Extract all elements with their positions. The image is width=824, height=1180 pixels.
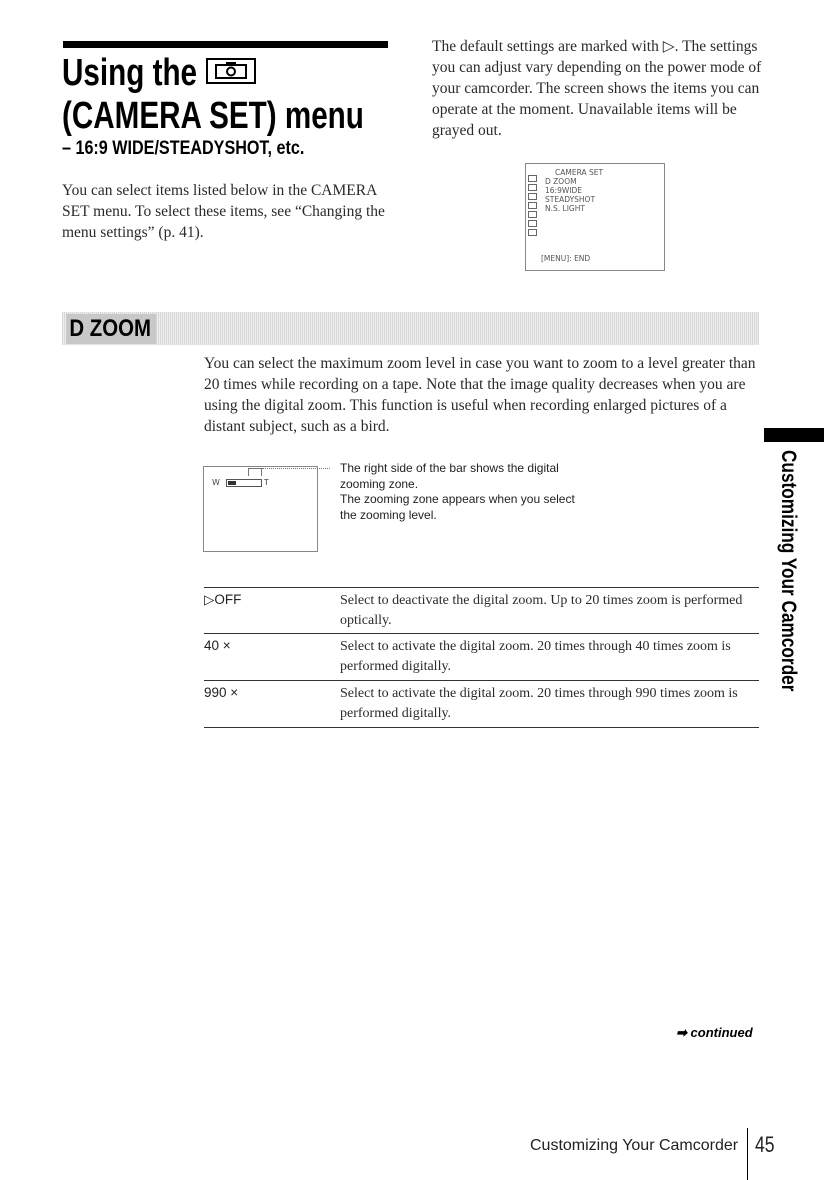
camera-set-icon: [528, 175, 537, 182]
screen-menu-icons: [528, 175, 540, 238]
option-label-40x: 40 ×: [204, 638, 231, 653]
screen-title: CAMERA SET: [555, 168, 604, 177]
timer-icon: [528, 229, 537, 236]
footer-divider: [747, 1128, 748, 1180]
intro-paragraph: You can select items listed below in the CAMERA SET menu. To select these items, see “Changing the menu settings” (p. 41).: [62, 182, 385, 241]
option-desc-40x: Select to activate the digital zoom. 20 times through 40 times zoom is performed digitally.: [340, 639, 731, 674]
memory-set-icon: [528, 193, 537, 200]
continued-marker: [676, 1025, 753, 1041]
note-line: The zooming zone appears when you select: [340, 492, 575, 506]
camera-set-icon: [528, 184, 537, 191]
note-line: The right side of the bar shows the digital: [340, 461, 559, 475]
camera-set-icon: [206, 58, 256, 84]
zoom-tele-label: T: [263, 478, 269, 487]
screen-item: N.S. LIGHT: [545, 204, 585, 213]
section-banner: [62, 312, 759, 345]
option-desc-off: Select to deactivate the digital zoom. Up to 20 times zoom is performed optically.: [340, 593, 743, 628]
edit-icon: [528, 211, 537, 218]
section-heading: D ZOOM: [66, 314, 156, 344]
defaults-paragraph: The default settings are marked with ▷. The settings you can adjust vary depending on the power mode of your camcorder. The screen shows the items you can operate at the moment. Unavailable items will be grayed out.: [432, 38, 762, 139]
page-subtitle: – 16:9 WIDE/STEADYSHOT, etc.: [62, 138, 305, 159]
footer-section-title: Customizing Your Camcorder: [530, 1137, 739, 1154]
option-desc-990x: Select to activate the digital zoom. 20 times through 990 times zoom is performed digitally.: [340, 686, 738, 721]
side-tab-marker: [764, 428, 824, 442]
title-rule: [63, 41, 388, 48]
note-line: zooming zone.: [340, 476, 419, 491]
table-divider: [204, 680, 759, 681]
screen-item: 16:9WIDE: [545, 186, 582, 195]
continued-label: continued: [690, 1025, 753, 1040]
table-divider: [204, 587, 759, 588]
digital-zone-bracket: [248, 468, 262, 476]
tape-icon: [528, 202, 537, 209]
section-description: You can select the maximum zoom level in case you want to zoom to a level greater than 20 times while recording on a tape. Note that the image quality decreases when you are using the digital zoom. This function is useful when recording enlarged pictures of a distant subject, such as a bird.: [204, 355, 756, 435]
table-divider: [204, 727, 759, 728]
side-tab-label: Customizing Your Camcorder: [777, 450, 800, 692]
screen-items: [545, 177, 595, 213]
option-label-off: ▷OFF: [204, 592, 242, 607]
table-divider: [204, 633, 759, 634]
screen-item: D ZOOM: [545, 177, 577, 186]
zoom-wide-label: W: [212, 478, 220, 487]
page-title-line1: Using the: [62, 52, 198, 94]
zoom-bar-indicator: [228, 481, 236, 485]
zoom-display-note: [340, 461, 640, 523]
note-line: the zooming level.: [340, 507, 437, 522]
screen-footer: [MENU]: END: [541, 254, 591, 263]
page-number: 45: [755, 1132, 775, 1157]
page-title-line2: (CAMERA SET) menu: [62, 95, 364, 137]
option-label-990x: 990 ×: [204, 685, 239, 700]
setup-icon: [528, 220, 537, 227]
arrow-right-icon: ➡: [676, 1025, 687, 1040]
screen-item: STEADYSHOT: [545, 195, 596, 204]
callout-leader-line: [262, 468, 330, 469]
